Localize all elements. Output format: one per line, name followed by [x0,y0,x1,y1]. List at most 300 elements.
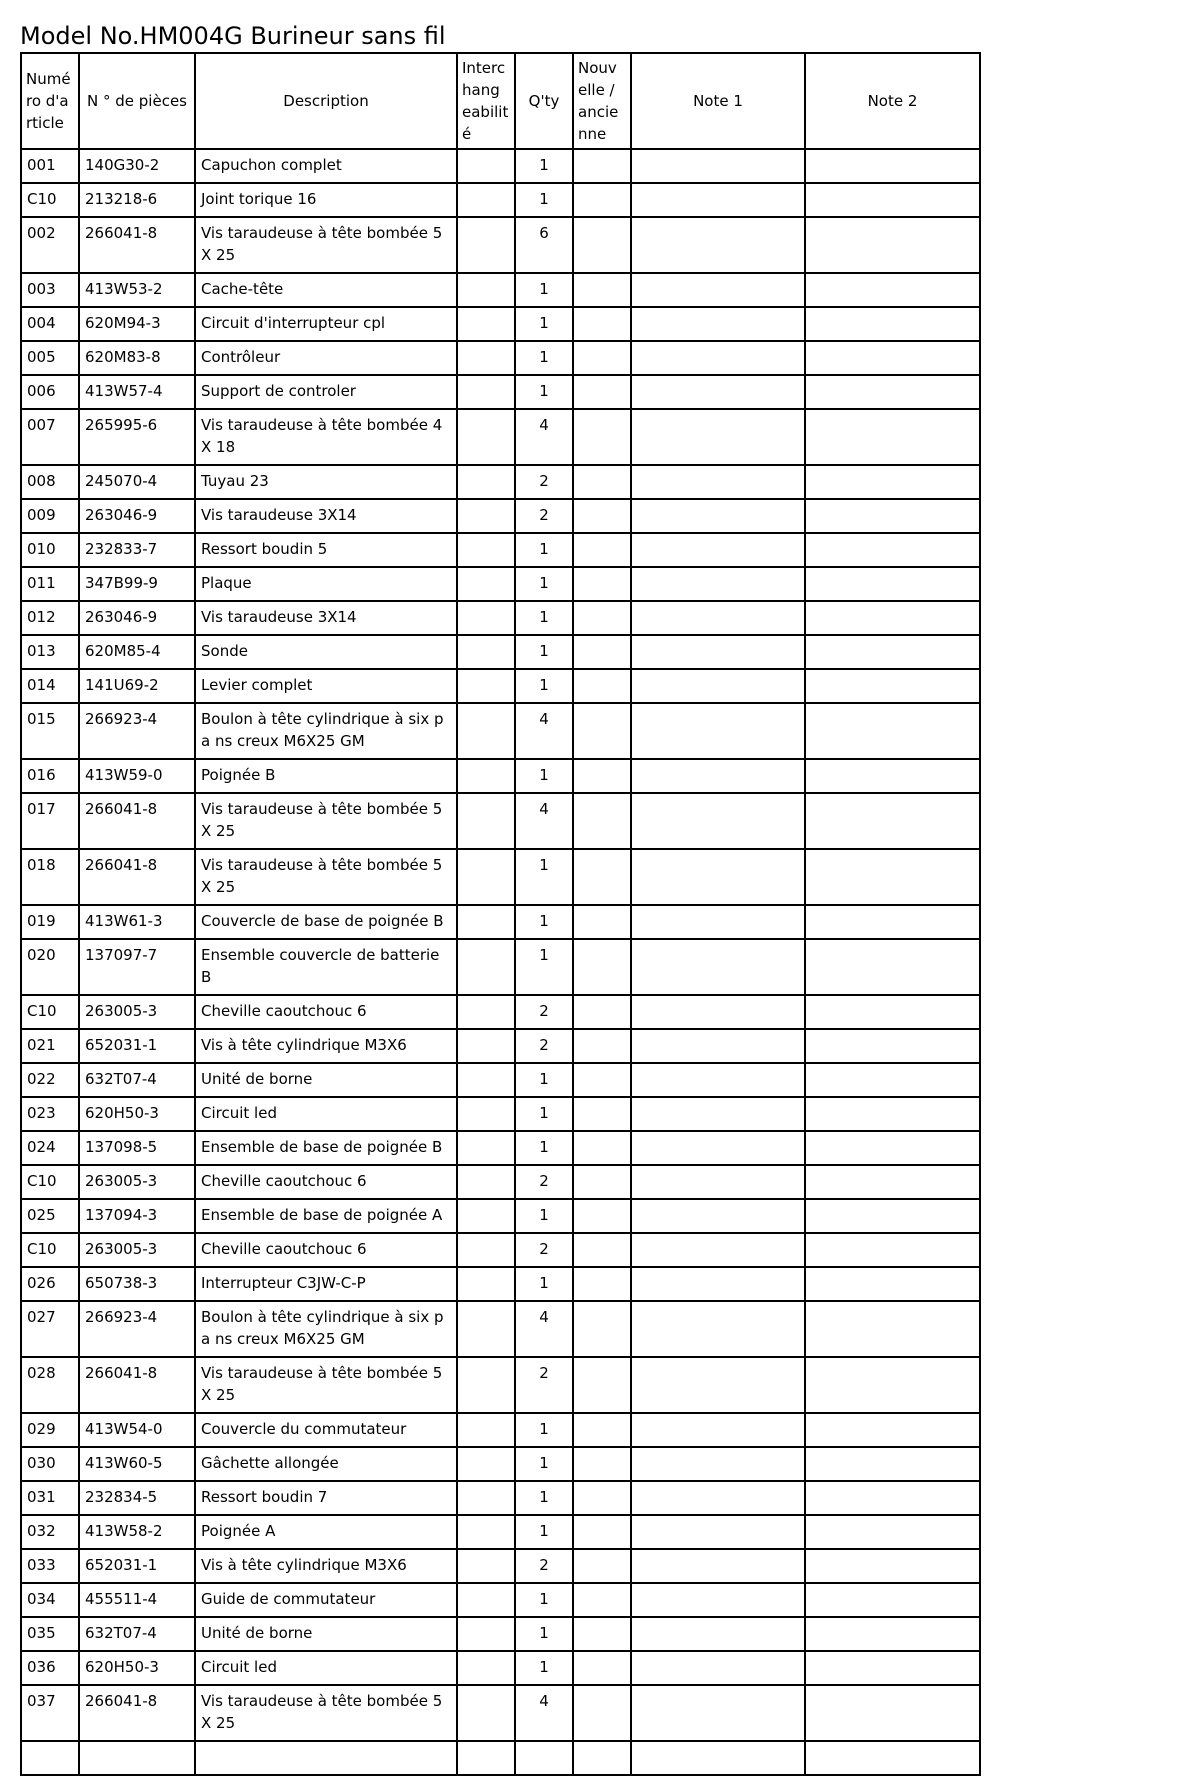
cell-item-number: 029 [21,1413,79,1447]
cell-quantity: 1 [515,1413,573,1447]
cell-note-2 [805,1165,980,1199]
cell-quantity: 1 [515,1583,573,1617]
cell-part-number: 413W57-4 [79,375,195,409]
cell-item-number: 020 [21,939,79,995]
cell-new-old [573,375,631,409]
cell-part-number: 413W58-2 [79,1515,195,1549]
cell-description: Vis taraudeuse à tête bombée 5X 25 [195,793,457,849]
cell-item-number [21,1741,79,1775]
cell-interchangeability [457,1357,515,1413]
cell-note-1 [631,1131,805,1165]
cell-quantity: 1 [515,341,573,375]
cell-quantity: 1 [515,1063,573,1097]
cell-new-old [573,939,631,995]
cell-description: Ensemble de base de poignée A [195,1199,457,1233]
cell-new-old [573,995,631,1029]
cell-new-old [573,759,631,793]
cell-new-old [573,149,631,183]
cell-part-number: 141U69-2 [79,669,195,703]
cell-note-1 [631,217,805,273]
cell-note-2 [805,1131,980,1165]
cell-new-old [573,1199,631,1233]
cell-part-number: 620M83-8 [79,341,195,375]
cell-note-1 [631,1097,805,1131]
cell-note-1 [631,1357,805,1413]
cell-item-number: 002 [21,217,79,273]
table-row [21,905,980,939]
cell-note-2 [805,567,980,601]
cell-part-number: 266041-8 [79,849,195,905]
cell-interchangeability [457,149,515,183]
cell-note-1 [631,1267,805,1301]
cell-item-number: C10 [21,995,79,1029]
cell-note-2 [805,995,980,1029]
cell-description: Gâchette allongée [195,1447,457,1481]
table-row [21,849,980,905]
cell-note-2 [805,307,980,341]
cell-note-1 [631,793,805,849]
cell-interchangeability [457,1413,515,1447]
cell-description: Boulon à tête cylindrique à six pa ns creux M6X25 GM [195,703,457,759]
cell-item-number: C10 [21,1165,79,1199]
header-description: Description [195,53,457,149]
cell-quantity: 1 [515,307,573,341]
cell-interchangeability [457,1165,515,1199]
cell-quantity: 1 [515,1131,573,1165]
cell-new-old [573,499,631,533]
cell-quantity: 1 [515,669,573,703]
cell-part-number: 620H50-3 [79,1651,195,1685]
cell-new-old [573,1063,631,1097]
cell-part-number: 263046-9 [79,499,195,533]
table-row [21,1617,980,1651]
cell-note-2 [805,601,980,635]
cell-description: Vis taraudeuse à tête bombée 5X 25 [195,849,457,905]
cell-interchangeability [457,905,515,939]
cell-quantity: 1 [515,601,573,635]
table-row [21,1267,980,1301]
cell-interchangeability [457,341,515,375]
cell-quantity: 1 [515,1267,573,1301]
cell-note-2 [805,375,980,409]
cell-part-number: 652031-1 [79,1029,195,1063]
cell-description: Capuchon complet [195,149,457,183]
table-row [21,669,980,703]
cell-item-number: 009 [21,499,79,533]
cell-interchangeability [457,409,515,465]
cell-note-1 [631,635,805,669]
cell-item-number: 032 [21,1515,79,1549]
table-row [21,1515,980,1549]
cell-description: Cheville caoutchouc 6 [195,1165,457,1199]
table-row [21,533,980,567]
cell-item-number: 001 [21,149,79,183]
cell-quantity: 2 [515,995,573,1029]
cell-quantity: 1 [515,905,573,939]
cell-new-old [573,307,631,341]
table-row [21,995,980,1029]
cell-note-2 [805,1199,980,1233]
cell-note-1 [631,375,805,409]
table-row [21,1413,980,1447]
cell-quantity: 2 [515,1357,573,1413]
cell-quantity: 1 [515,375,573,409]
cell-interchangeability [457,533,515,567]
cell-part-number: 265995-6 [79,409,195,465]
cell-note-2 [805,465,980,499]
cell-part-number: 263046-9 [79,601,195,635]
table-row [21,1651,980,1685]
cell-note-1 [631,1583,805,1617]
cell-note-2 [805,409,980,465]
cell-part-number: 620H50-3 [79,1097,195,1131]
cell-item-number: 034 [21,1583,79,1617]
cell-new-old [573,703,631,759]
cell-interchangeability [457,1515,515,1549]
table-body [21,149,980,1775]
cell-part-number: 140G30-2 [79,149,195,183]
cell-new-old [573,1549,631,1583]
cell-part-number: 413W60-5 [79,1447,195,1481]
cell-new-old [573,1685,631,1741]
cell-item-number: 005 [21,341,79,375]
cell-note-2 [805,1481,980,1515]
cell-quantity: 1 [515,849,573,905]
table-row [21,635,980,669]
cell-quantity: 1 [515,1199,573,1233]
cell-quantity: 1 [515,183,573,217]
cell-item-number: 008 [21,465,79,499]
cell-interchangeability [457,1301,515,1357]
cell-part-number: 347B99-9 [79,567,195,601]
cell-interchangeability [457,1741,515,1775]
header-item-number: Numé ro d'a rticle [21,53,79,149]
cell-interchangeability [457,1549,515,1583]
cell-note-2 [805,217,980,273]
cell-item-number: 006 [21,375,79,409]
cell-part-number: 263005-3 [79,1165,195,1199]
cell-description: Sonde [195,635,457,669]
cell-description: Ressort boudin 5 [195,533,457,567]
cell-interchangeability [457,995,515,1029]
cell-note-2 [805,703,980,759]
cell-interchangeability [457,273,515,307]
cell-interchangeability [457,465,515,499]
cell-item-number: 036 [21,1651,79,1685]
cell-description: Ressort boudin 7 [195,1481,457,1515]
table-row [21,1063,980,1097]
cell-interchangeability [457,1481,515,1515]
cell-description: Vis taraudeuse à tête bombée 5X 25 [195,217,457,273]
cell-new-old [573,1515,631,1549]
cell-description: Ensemble de base de poignée B [195,1131,457,1165]
parts-table [20,52,981,1776]
cell-description: Cheville caoutchouc 6 [195,1233,457,1267]
cell-new-old [573,1357,631,1413]
cell-description: Couvercle du commutateur [195,1413,457,1447]
cell-item-number: 022 [21,1063,79,1097]
cell-interchangeability [457,1131,515,1165]
cell-new-old [573,1233,631,1267]
cell-item-number: 015 [21,703,79,759]
cell-note-2 [805,669,980,703]
table-row [21,1199,980,1233]
table-row [21,217,980,273]
cell-description: Cheville caoutchouc 6 [195,995,457,1029]
cell-quantity: 1 [515,533,573,567]
cell-new-old [573,567,631,601]
cell-description: Ensemble couvercle de batterie B [195,939,457,995]
table-row [21,1131,980,1165]
header-interchangeability: Interc hang eabilit é [457,53,515,149]
cell-note-2 [805,499,980,533]
cell-new-old [573,183,631,217]
cell-note-1 [631,1481,805,1515]
cell-description: Circuit led [195,1097,457,1131]
cell-quantity: 1 [515,1651,573,1685]
cell-part-number: 137098-5 [79,1131,195,1165]
table-row [21,793,980,849]
cell-new-old [573,341,631,375]
cell-quantity: 1 [515,149,573,183]
cell-note-2 [805,183,980,217]
cell-quantity: 4 [515,409,573,465]
cell-part-number: 213218-6 [79,183,195,217]
cell-part-number: 413W54-0 [79,1413,195,1447]
cell-part-number: 263005-3 [79,995,195,1029]
cell-quantity: 1 [515,635,573,669]
cell-description: Vis taraudeuse à tête bombée 4X 18 [195,409,457,465]
cell-description: Support de controler [195,375,457,409]
cell-quantity: 4 [515,1301,573,1357]
cell-item-number: 014 [21,669,79,703]
cell-note-1 [631,1617,805,1651]
cell-new-old [573,1651,631,1685]
cell-note-1 [631,1549,805,1583]
cell-note-1 [631,409,805,465]
cell-part-number: 266923-4 [79,1301,195,1357]
cell-note-1 [631,341,805,375]
cell-note-2 [805,635,980,669]
cell-description: Poignée B [195,759,457,793]
table-row [21,1741,980,1775]
cell-new-old [573,1617,631,1651]
cell-note-1 [631,1301,805,1357]
table-row [21,1447,980,1481]
cell-quantity: 1 [515,1515,573,1549]
cell-interchangeability [457,1651,515,1685]
cell-quantity: 4 [515,1685,573,1741]
cell-item-number: 031 [21,1481,79,1515]
cell-description: Interrupteur C3JW-C-P [195,1267,457,1301]
cell-item-number: 007 [21,409,79,465]
cell-item-number: C10 [21,1233,79,1267]
cell-note-2 [805,759,980,793]
cell-part-number: 137097-7 [79,939,195,995]
cell-note-2 [805,1741,980,1775]
cell-item-number: 027 [21,1301,79,1357]
cell-item-number: 030 [21,1447,79,1481]
cell-item-number: 003 [21,273,79,307]
cell-note-1 [631,567,805,601]
cell-note-1 [631,273,805,307]
cell-description: Vis à tête cylindrique M3X6 [195,1029,457,1063]
cell-description: Poignée A [195,1515,457,1549]
table-row [21,1549,980,1583]
cell-item-number: 013 [21,635,79,669]
cell-note-1 [631,465,805,499]
cell-note-1 [631,1741,805,1775]
cell-description: Tuyau 23 [195,465,457,499]
table-row [21,183,980,217]
header-new-old: Nouv elle / ancie nne [573,53,631,149]
cell-item-number: 023 [21,1097,79,1131]
cell-note-2 [805,1685,980,1741]
table-row [21,149,980,183]
table-row [21,601,980,635]
cell-quantity: 6 [515,217,573,273]
cell-note-1 [631,1651,805,1685]
cell-interchangeability [457,217,515,273]
cell-description: Unité de borne [195,1617,457,1651]
cell-new-old [573,1301,631,1357]
cell-part-number: 245070-4 [79,465,195,499]
table-row [21,1685,980,1741]
cell-item-number: 011 [21,567,79,601]
cell-new-old [573,1413,631,1447]
cell-note-1 [631,1199,805,1233]
cell-item-number: 033 [21,1549,79,1583]
cell-note-2 [805,1029,980,1063]
table-row [21,499,980,533]
cell-quantity: 1 [515,567,573,601]
table-row [21,1165,980,1199]
cell-note-1 [631,307,805,341]
cell-interchangeability [457,1097,515,1131]
cell-note-1 [631,939,805,995]
cell-quantity: 2 [515,1029,573,1063]
table-row [21,273,980,307]
cell-interchangeability [457,567,515,601]
cell-part-number: 413W59-0 [79,759,195,793]
cell-description: Circuit d'interrupteur cpl [195,307,457,341]
table-row [21,703,980,759]
cell-part-number: 650738-3 [79,1267,195,1301]
cell-new-old [573,635,631,669]
cell-new-old [573,793,631,849]
cell-item-number: 010 [21,533,79,567]
cell-part-number: 455511-4 [79,1583,195,1617]
cell-note-1 [631,1447,805,1481]
cell-description: Vis taraudeuse 3X14 [195,499,457,533]
table-row [21,1583,980,1617]
cell-item-number: 021 [21,1029,79,1063]
cell-note-1 [631,759,805,793]
cell-new-old [573,465,631,499]
cell-part-number: 620M85-4 [79,635,195,669]
cell-new-old [573,1097,631,1131]
cell-note-1 [631,703,805,759]
table-header-row [21,53,980,149]
cell-item-number: 016 [21,759,79,793]
cell-description: Cache-tête [195,273,457,307]
cell-note-1 [631,149,805,183]
cell-note-1 [631,601,805,635]
cell-interchangeability [457,849,515,905]
cell-item-number: 018 [21,849,79,905]
cell-item-number: 025 [21,1199,79,1233]
cell-part-number [79,1741,195,1775]
table-row [21,465,980,499]
cell-description: Unité de borne [195,1063,457,1097]
cell-note-2 [805,939,980,995]
cell-item-number: 026 [21,1267,79,1301]
header-part-number: N ° de pièces [79,53,195,149]
table-row [21,341,980,375]
cell-description: Levier complet [195,669,457,703]
cell-note-1 [631,1413,805,1447]
cell-interchangeability [457,1685,515,1741]
cell-quantity: 1 [515,759,573,793]
cell-new-old [573,533,631,567]
cell-quantity: 4 [515,703,573,759]
cell-quantity: 1 [515,1481,573,1515]
cell-description: Circuit led [195,1651,457,1685]
table-row [21,1029,980,1063]
cell-note-2 [805,1617,980,1651]
cell-part-number: 652031-1 [79,1549,195,1583]
cell-part-number: 266923-4 [79,703,195,759]
cell-quantity: 1 [515,1097,573,1131]
cell-item-number: 028 [21,1357,79,1413]
cell-new-old [573,849,631,905]
cell-note-1 [631,669,805,703]
cell-interchangeability [457,1447,515,1481]
cell-interchangeability [457,601,515,635]
cell-note-1 [631,1029,805,1063]
cell-interchangeability [457,375,515,409]
cell-item-number: 019 [21,905,79,939]
cell-new-old [573,273,631,307]
cell-quantity: 1 [515,1617,573,1651]
table-row [21,307,980,341]
table-row [21,1233,980,1267]
cell-quantity: 2 [515,465,573,499]
cell-quantity: 2 [515,1165,573,1199]
cell-description: Vis taraudeuse à tête bombée 5X 25 [195,1357,457,1413]
cell-quantity: 1 [515,1447,573,1481]
cell-new-old [573,669,631,703]
cell-note-2 [805,1063,980,1097]
table-row [21,759,980,793]
cell-part-number: 137094-3 [79,1199,195,1233]
cell-quantity: 2 [515,499,573,533]
cell-new-old [573,1447,631,1481]
cell-note-2 [805,905,980,939]
cell-interchangeability [457,1233,515,1267]
cell-part-number: 266041-8 [79,1357,195,1413]
cell-new-old [573,217,631,273]
cell-note-2 [805,1651,980,1685]
cell-interchangeability [457,1617,515,1651]
cell-part-number: 232834-5 [79,1481,195,1515]
cell-item-number: 035 [21,1617,79,1651]
cell-interchangeability [457,939,515,995]
cell-part-number: 266041-8 [79,1685,195,1741]
cell-description: Vis taraudeuse 3X14 [195,601,457,635]
cell-new-old [573,601,631,635]
cell-interchangeability [457,183,515,217]
